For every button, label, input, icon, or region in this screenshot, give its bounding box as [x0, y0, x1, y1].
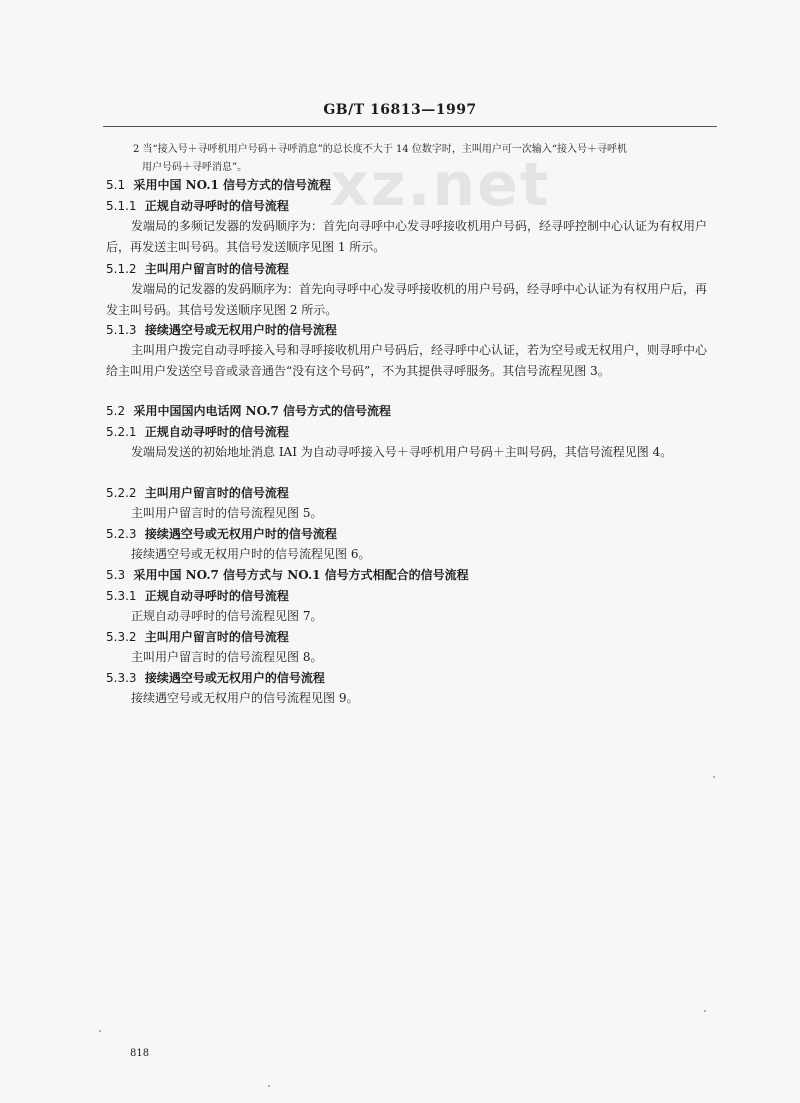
paragraph-5-1-3: 主叫用户拨完自动寻呼接入号和寻呼接收机用户号码后，经寻呼中心认证，若为空号或无权用户，则寻呼中心给主叫用户发送空号音或录音通告“没有这个号码”，不为其提供寻呼服务。其信号流程见图 3。: [106, 343, 708, 378]
paragraph-5-3-3: 接续遇空号或无权用户的信号流程见图 9。: [131, 691, 359, 705]
page-number: 818: [130, 1048, 150, 1059]
section-heading-5-1-2: 5.1.2 主叫用户留言时的信号流程: [106, 262, 289, 276]
note-line-1: 2 当“接入号＋寻呼机用户号码＋寻呼消息”的总长度不大于 14 位数字时，主叫用户可一次输入“接入号＋寻呼机: [133, 144, 627, 155]
section-heading-5-1: 5.1 采用中国 NO.1 信号方式的信号流程: [106, 178, 332, 192]
section-heading-5-2: 5.2 采用中国国内电话网 NO.7 信号方式的信号流程: [106, 404, 392, 418]
paragraph-5-2-2: 主叫用户留言时的信号流程见图 5。: [131, 506, 323, 520]
paragraph-5-2-3: 接续遇空号或无权用户时的信号流程见图 6。: [131, 547, 371, 561]
note: [133, 141, 733, 177]
section-heading-5-2-1: 5.2.1 正规自动寻呼时的信号流程: [106, 425, 289, 439]
note-line-2: 用户号码＋寻呼消息”。: [142, 162, 248, 173]
section-heading-5-2-2: 5.2.2 主叫用户留言时的信号流程: [106, 486, 289, 500]
scan-speck: [704, 1010, 706, 1012]
header-rule: [103, 126, 717, 127]
section-heading-5-3: 5.3 采用中国 NO.7 信号方式与 NO.1 信号方式相配合的信号流程: [106, 568, 469, 582]
section-heading-5-2-3: 5.2.3 接续遇空号或无权用户时的信号流程: [106, 527, 337, 541]
paragraph-5-3-1: 正规自动寻呼时的信号流程见图 7。: [131, 609, 323, 623]
paragraph-5-1-2: 发端局的记发器的发码顺序为：首先向寻呼中心发寻呼接收机的用户号码，经寻呼中心认证为有权用户后，再发主叫号码。其信号发送顺序见图 2 所示。: [106, 282, 708, 317]
paragraph-5-3-2: 主叫用户留言时的信号流程见图 8。: [131, 650, 323, 664]
scan-speck: [99, 1030, 101, 1032]
document-header: GB/T 16813—1997: [323, 102, 477, 118]
section-heading-5-3-1: 5.3.1 正规自动寻呼时的信号流程: [106, 589, 289, 603]
section-heading-5-3-2: 5.3.2 主叫用户留言时的信号流程: [106, 630, 289, 644]
scan-speck: [713, 776, 715, 778]
section-heading-5-3-3: 5.3.3 接续遇空号或无权用户的信号流程: [106, 671, 325, 685]
paragraph-5-1-1: 发端局的多频记发器的发码顺序为：首先向寻呼中心发寻呼接收机用户号码，经寻呼控制中心认证为有权用户后，再发送主叫号码。其信号发送顺序见图 1 所示。: [106, 219, 708, 254]
section-heading-5-1-1: 5.1.1 正规自动寻呼时的信号流程: [106, 199, 289, 213]
watermark: xz.net: [330, 150, 551, 220]
paragraph-5-2-1: 发端局发送的初始地址消息 IAI 为自动寻呼接入号＋寻呼机用户号码＋主叫号码，其信号流程见图 4。: [131, 445, 673, 459]
section-heading-5-1-3: 5.1.3 接续遇空号或无权用户时的信号流程: [106, 323, 337, 337]
scan-speck: [268, 1085, 270, 1087]
